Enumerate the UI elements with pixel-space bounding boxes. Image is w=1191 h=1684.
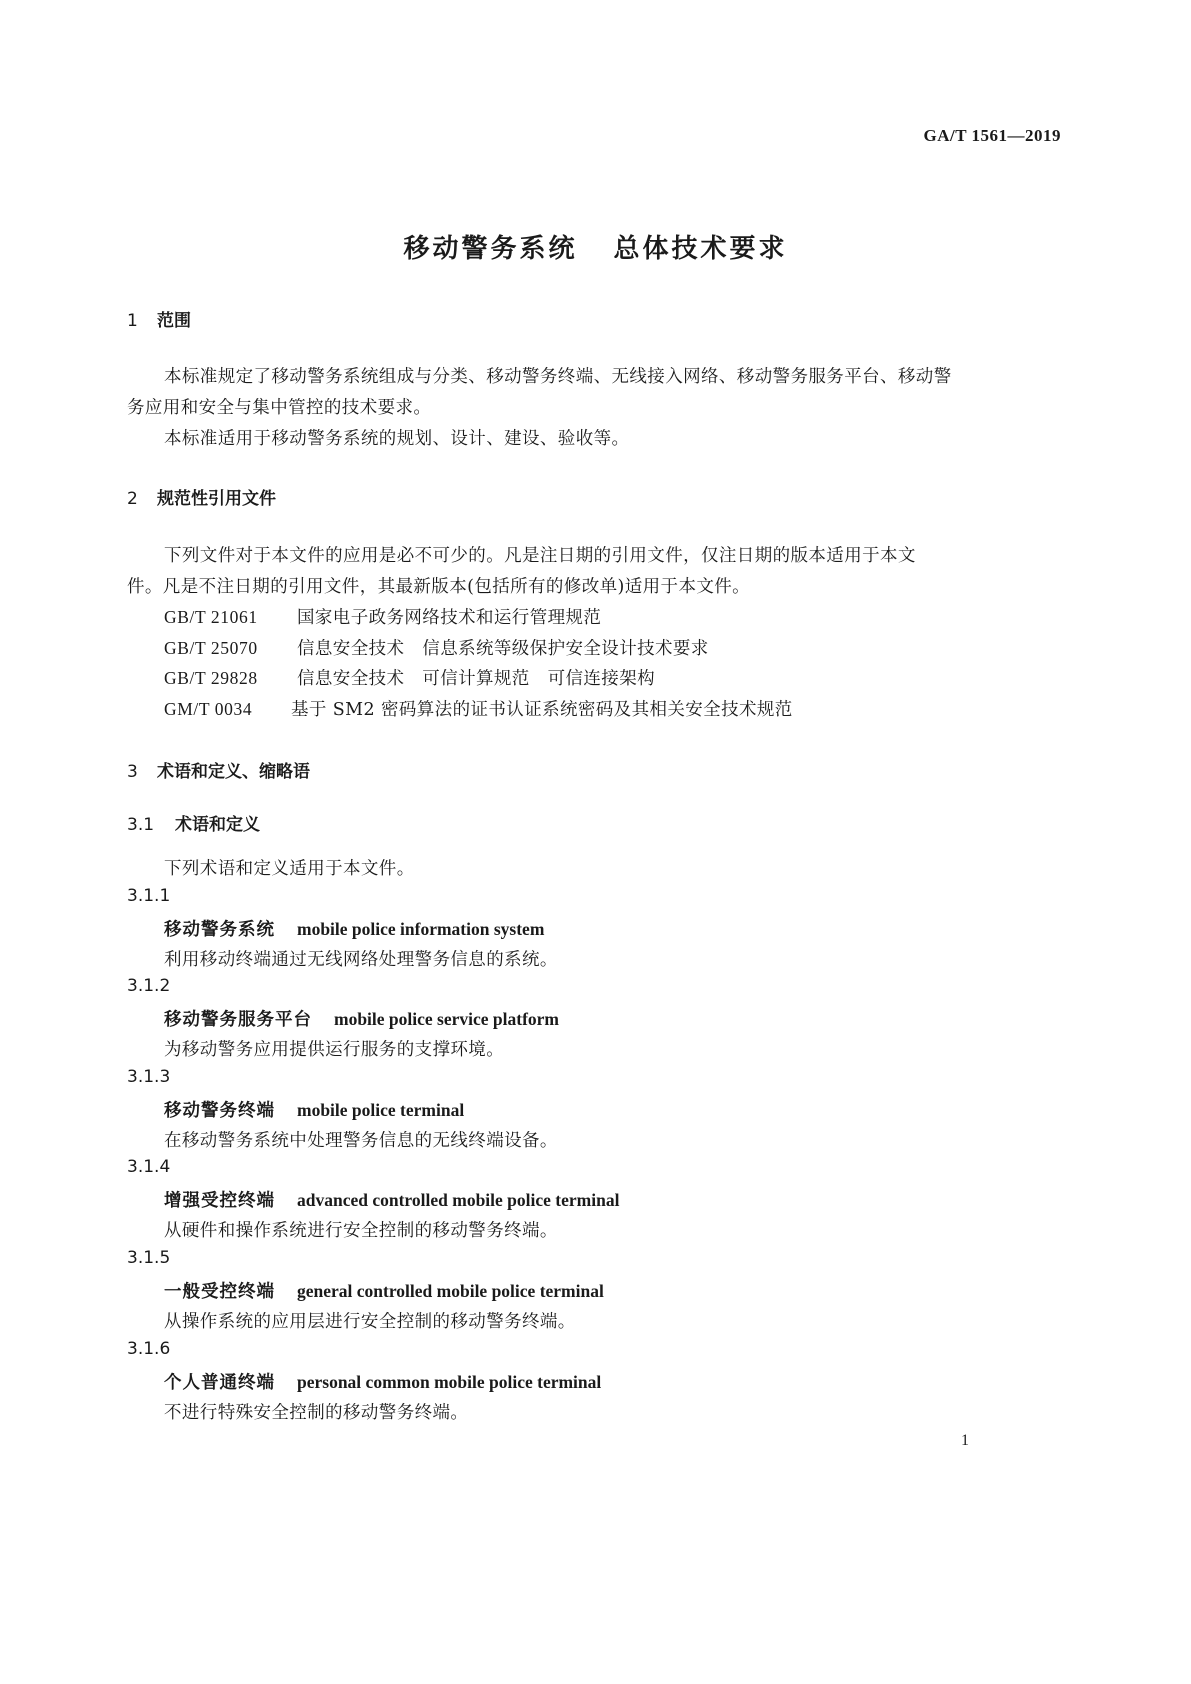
section-3-1-heading [127, 810, 260, 835]
term-definition: 为移动警务应用提供运行服务的支撑环境。 [164, 1040, 505, 1060]
section-2-title: 规范性引用文件 [157, 489, 276, 509]
term-definition: 在移动警务系统中处理警务信息的无线终端设备。 [164, 1131, 558, 1151]
term-chinese: 移动警务服务平台 [164, 1010, 312, 1030]
term-definition: 不进行特殊安全控制的移动警务终端。 [164, 1403, 469, 1423]
normative-paragraph-line-2: 件。凡是不注日期的引用文件，其最新版本(包括所有的修改单)适用于本文件。 [127, 577, 751, 597]
term-definition: 利用移动终端通过无线网络处理警务信息的系统。 [164, 950, 558, 970]
scope-paragraph-1-line-2: 务应用和安全与集中管控的技术要求。 [127, 398, 432, 418]
reference-code: GB/T 25070 [164, 638, 258, 658]
term-entry [164, 916, 544, 941]
term-number: 3.1.4 [127, 1157, 171, 1177]
section-3-title: 术语和定义、缩略语 [157, 762, 310, 782]
document-title [0, 228, 1191, 265]
scope-paragraph-2: 本标准适用于移动警务系统的规划、设计、建设、验收等。 [164, 429, 630, 449]
reference-title: 基于 SM2 密码算法的证书认证系统密码及其相关安全技术规范 [291, 700, 793, 720]
scope-paragraph-1-line-1: 本标准规定了移动警务系统组成与分类、移动警务终端、无线接入网络、移动警务服务平台、移动警 [164, 367, 952, 387]
section-2-heading [127, 484, 276, 509]
reference-code: GB/T 21061 [164, 607, 258, 627]
document-title-part2: 总体技术要求 [613, 234, 788, 264]
term-chinese: 移动警务系统 [164, 920, 275, 940]
section-3-number: 3 [127, 762, 138, 782]
term-english: mobile police terminal [297, 1100, 465, 1120]
section-1-number: 1 [127, 311, 138, 331]
term-number: 3.1.5 [127, 1248, 171, 1268]
reference-code: GM/T 0034 [164, 699, 253, 719]
reference-item [164, 665, 655, 690]
normative-paragraph-line-1: 下列文件对于本文件的应用是必不可少的。凡是注日期的引用文件，仅注日期的版本适用于本文 [164, 546, 916, 566]
term-chinese: 增强受控终端 [164, 1191, 275, 1211]
reference-title: 信息安全技术 信息系统等级保护安全设计技术要求 [297, 639, 709, 659]
term-chinese: 个人普通终端 [164, 1373, 275, 1393]
standard-code: GA/T 1561—2019 [923, 126, 1061, 145]
term-english: general controlled mobile police terminal [297, 1281, 604, 1301]
term-number: 3.1.6 [127, 1339, 171, 1359]
reference-item [164, 635, 709, 660]
term-number: 3.1.2 [127, 976, 171, 996]
reference-item [164, 604, 601, 629]
section-1-heading [127, 306, 191, 331]
term-entry [164, 1097, 464, 1122]
term-english: advanced controlled mobile police terminal [297, 1190, 620, 1210]
section-3-heading [127, 757, 310, 782]
term-number: 3.1.1 [127, 886, 171, 906]
term-number: 3.1.3 [127, 1067, 171, 1087]
terms-intro: 下列术语和定义适用于本文件。 [164, 859, 415, 879]
reference-item [164, 696, 793, 721]
term-entry [164, 1006, 559, 1031]
term-chinese: 移动警务终端 [164, 1101, 275, 1121]
section-1-title: 范围 [157, 311, 191, 331]
term-english: personal common mobile police terminal [297, 1372, 602, 1392]
section-2-number: 2 [127, 489, 138, 509]
term-definition: 从操作系统的应用层进行安全控制的移动警务终端。 [164, 1312, 576, 1332]
term-entry [164, 1278, 604, 1303]
term-entry [164, 1187, 619, 1212]
reference-title: 信息安全技术 可信计算规范 可信连接架构 [297, 669, 655, 689]
page-number: 1 [961, 1432, 969, 1449]
term-english: mobile police service platform [334, 1009, 560, 1029]
reference-code: GB/T 29828 [164, 668, 258, 688]
term-entry [164, 1369, 601, 1394]
term-chinese: 一般受控终端 [164, 1282, 275, 1302]
section-3-1-number: 3.1 [127, 815, 155, 835]
document-title-part1: 移动警务系统 [403, 234, 578, 264]
term-english: mobile police information system [297, 919, 545, 939]
term-definition: 从硬件和操作系统进行安全控制的移动警务终端。 [164, 1221, 558, 1241]
reference-title: 国家电子政务网络技术和运行管理规范 [297, 608, 602, 628]
section-3-1-title: 术语和定义 [175, 815, 260, 835]
